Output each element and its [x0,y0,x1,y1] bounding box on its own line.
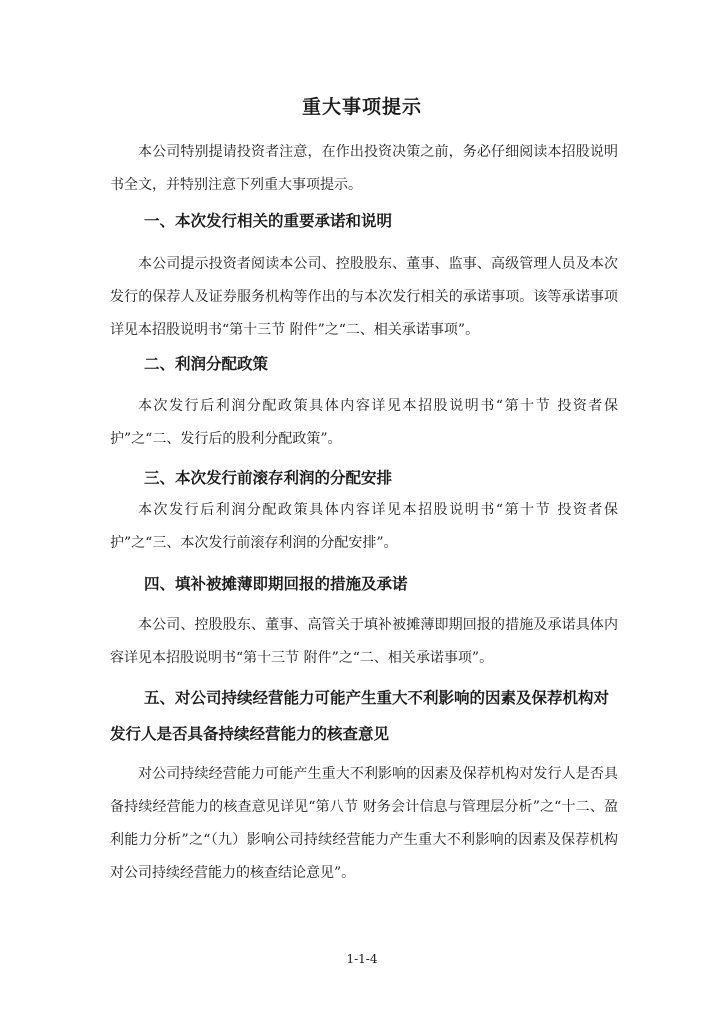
section-body-1: 本公司提示投资者阅读本公司、控股股东、董事、监事、高级管理人员及本次发行的保荐人及证券服务机构等作出的与本次发行相关的承诺事项。该等承诺事项详见本招股说明书“第十三节 附件”之“二、相关承诺事项”。 [110,256,618,338]
section-heading-3: 三、本次发行前滚存利润的分配安排 [144,469,393,487]
section-heading-2: 二、利润分配政策 [144,355,269,373]
page-title: 重大事项提示 [301,96,422,118]
section-body-4: 本公司、控股股东、董事、高管关于填补被摊薄即期回报的措施及承诺具体内容详见本招股说明书“第十三节 附件”之“二、相关承诺事项”。 [110,617,618,666]
section-body-5: 对公司持续经营能力可能产生重大不利影响的因素及保荐机构对发行人是否具备持续经营能力的核查意见详见“第八节 财务会计信息与管理层分析”之“十二、盈利能力分析”之“（九）影响公司持续经营能力产生重大不利影响的因素及保荐机构对公司持续经营能力的核查结论意见”。 [110,766,618,881]
section-heading-4: 四、填补被摊薄即期回报的措施及承诺 [144,575,408,593]
section-body-2: 本次发行后利润分配政策具体内容详见本招股说明书“第十节 投资者保护”之“二、发行后的股利分配政策”。 [110,398,618,447]
section-heading-1: 一、本次发行相关的重要承诺和说明 [144,212,393,230]
section-body-3: 本次发行后利润分配政策具体内容详见本招股说明书“第十节 投资者保护”之“三、本次发行前滚存利润的分配安排”。 [110,502,618,551]
section-heading-5: 五、对公司持续经营能力可能产生重大不利影响的因素及保荐机构对发行人是否具备持续经营能力的核查意见 [110,689,610,743]
intro-paragraph: 本公司特别提请投资者注意，在作出投资决策之前，务必仔细阅读本招股说明书全文，并特别注意下列重大事项提示。 [110,144,618,193]
page-number: 1-1-4 [346,952,378,966]
